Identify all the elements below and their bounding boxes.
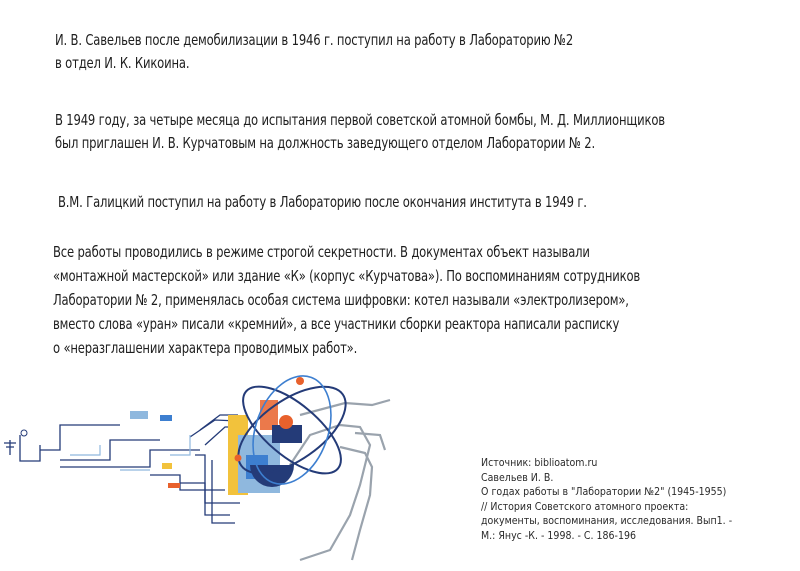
paragraph-millionshchikov bbox=[55, 109, 665, 155]
source-line: О годах работы в "Лаборатории №2" (1945-1955) bbox=[481, 486, 727, 499]
text-line: И. В. Савельев после демобилизации в 1946 г. поступил на работу в Лабораторию №2 bbox=[55, 31, 574, 49]
source-line: М.: Янус -К. - 1998. - С. 186-196 bbox=[481, 529, 636, 542]
nucleus-icon bbox=[279, 415, 293, 429]
text-line: вместо слова «уран» писали «кремний», а все участники сборки реактора написали расписку bbox=[53, 315, 620, 333]
paragraph-secrecy bbox=[53, 240, 640, 360]
sources-block bbox=[481, 456, 732, 544]
text-line: В 1949 году, за четыре месяца до испытания первой советской атомной бомбы, М. Д. Миллионщиков bbox=[55, 111, 665, 129]
text-line: «монтажной мастерской» или здание «К» (корпус «Курчатова»). По воспоминаниям сотрудников bbox=[53, 267, 641, 285]
atom-illustration bbox=[0, 355, 480, 571]
paragraph-demobilization bbox=[55, 29, 573, 75]
text-line: был приглашен И. В. Курчатовым на должность заведующего отделом Лаборатории № 2. bbox=[55, 134, 595, 152]
source-line: документы, воспоминания, исследования. Вып1. - bbox=[481, 515, 733, 528]
text-line: В.М. Галицкий поступил на работу в Лабораторию после окончания института в 1949 г. bbox=[58, 193, 587, 211]
text-line: Все работы проводились в режиме строгой секретности. В документах объект называли bbox=[53, 243, 590, 261]
paragraph-galitsky bbox=[58, 191, 587, 214]
source-line: Источник: biblioatom.ru bbox=[481, 457, 598, 469]
text-line: о «неразглашении характера проводимых работ». bbox=[53, 339, 358, 357]
source-line: // История Советского атомного проекта: bbox=[481, 500, 689, 513]
source-line: Савельев И. В. bbox=[481, 471, 554, 484]
circuit-lines-icon bbox=[4, 415, 240, 523]
text-line: Лаборатории № 2, применялась особая система шифровки: котел называли «электролизером», bbox=[53, 291, 629, 309]
text-line: в отдел И. К. Кикоина. bbox=[55, 54, 190, 72]
